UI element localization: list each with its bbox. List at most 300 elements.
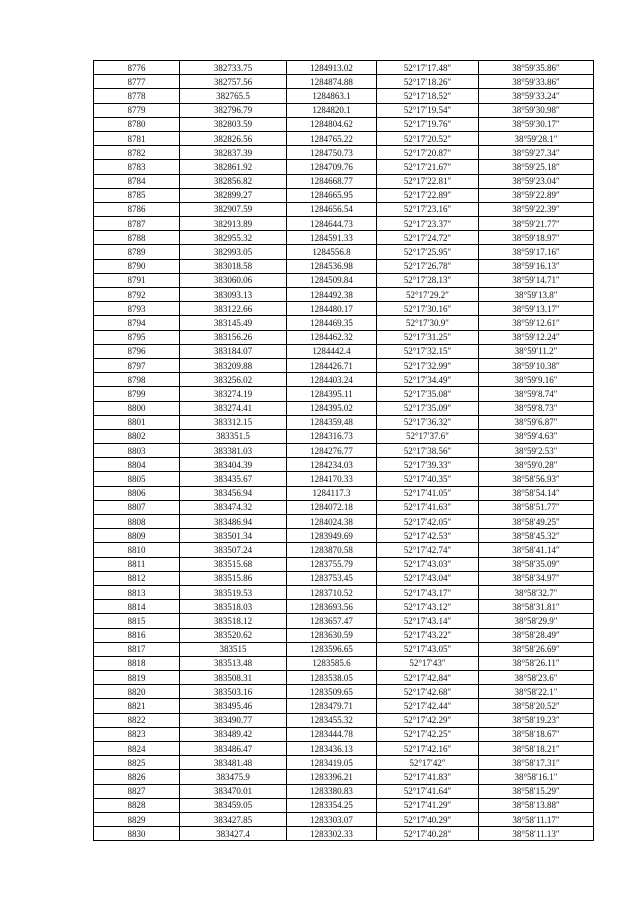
table-row (94, 614, 594, 628)
latitude-cell: 52°17′18.26″ (377, 75, 479, 89)
longitude-cell: 38°58′23.6″ (479, 671, 594, 685)
table-row (94, 713, 594, 727)
y-coordinate-cell: 1284469.35 (287, 316, 377, 330)
longitude-cell: 38°59′8.74″ (479, 387, 594, 401)
table-row (94, 827, 594, 841)
table-row (94, 259, 594, 273)
latitude-cell: 52°17′43″ (377, 656, 479, 670)
point-number-cell: 8828 (94, 798, 180, 812)
longitude-cell: 38°58′17.31″ (479, 756, 594, 770)
y-coordinate-cell: 1284536.98 (287, 259, 377, 273)
longitude-cell: 38°59′33.86″ (479, 75, 594, 89)
x-coordinate-cell: 382993.05 (180, 245, 287, 259)
x-coordinate-cell: 383515.86 (180, 571, 287, 585)
longitude-cell: 38°59′8.73″ (479, 401, 594, 415)
x-coordinate-cell: 383184.07 (180, 344, 287, 358)
longitude-cell: 38°58′22.1″ (479, 685, 594, 699)
x-coordinate-cell: 383519.53 (180, 585, 287, 599)
longitude-cell: 38°58′13.88″ (479, 798, 594, 812)
table-row (94, 529, 594, 543)
x-coordinate-cell: 383495.46 (180, 699, 287, 713)
y-coordinate-cell: 1283949.69 (287, 529, 377, 543)
x-coordinate-cell: 382913.89 (180, 217, 287, 231)
latitude-cell: 52°17′43.14″ (377, 614, 479, 628)
x-coordinate-cell: 383274.41 (180, 401, 287, 415)
table-row (94, 685, 594, 699)
y-coordinate-cell: 1284480.17 (287, 302, 377, 316)
coordinate-table (93, 60, 594, 841)
longitude-cell: 38°58′56.93″ (479, 472, 594, 486)
y-coordinate-cell: 1283657.47 (287, 614, 377, 628)
longitude-cell: 38°59′12.24″ (479, 330, 594, 344)
latitude-cell: 52°17′41.29″ (377, 798, 479, 812)
latitude-cell: 52°17′34.49″ (377, 373, 479, 387)
y-coordinate-cell: 1283509.65 (287, 685, 377, 699)
x-coordinate-cell: 383435.67 (180, 472, 287, 486)
latitude-cell: 52°17′42″ (377, 756, 479, 770)
latitude-cell: 52°17′41.64″ (377, 784, 479, 798)
point-number-cell: 8819 (94, 671, 180, 685)
x-coordinate-cell: 383427.4 (180, 827, 287, 841)
x-coordinate-cell: 383481.48 (180, 756, 287, 770)
longitude-cell: 38°58′54.14″ (479, 486, 594, 500)
latitude-cell: 52°17′26.78″ (377, 259, 479, 273)
point-number-cell: 8812 (94, 571, 180, 585)
table-row (94, 472, 594, 486)
table-row (94, 358, 594, 372)
point-number-cell: 8792 (94, 288, 180, 302)
x-coordinate-cell: 383018.58 (180, 259, 287, 273)
table-row (94, 500, 594, 514)
latitude-cell: 52°17′43.12″ (377, 600, 479, 614)
point-number-cell: 8780 (94, 117, 180, 131)
y-coordinate-cell: 1283753.45 (287, 571, 377, 585)
longitude-cell: 38°58′19.23″ (479, 713, 594, 727)
point-number-cell: 8800 (94, 401, 180, 415)
x-coordinate-cell: 382837.39 (180, 146, 287, 160)
x-coordinate-cell: 383209.88 (180, 358, 287, 372)
longitude-cell: 38°59′9.16″ (479, 373, 594, 387)
y-coordinate-cell: 1284644.73 (287, 217, 377, 231)
latitude-cell: 52°17′39.33″ (377, 458, 479, 472)
x-coordinate-cell: 383060.06 (180, 273, 287, 287)
x-coordinate-cell: 382765.5 (180, 89, 287, 103)
table-row (94, 798, 594, 812)
x-coordinate-cell: 383459.05 (180, 798, 287, 812)
y-coordinate-cell: 1284913.02 (287, 61, 377, 75)
y-coordinate-cell: 1284117.3 (287, 486, 377, 500)
latitude-cell: 52°17′43.17″ (377, 585, 479, 599)
longitude-cell: 38°59′30.98″ (479, 103, 594, 117)
y-coordinate-cell: 1284234.03 (287, 458, 377, 472)
y-coordinate-cell: 1283585.6 (287, 656, 377, 670)
longitude-cell: 38°58′16.1″ (479, 770, 594, 784)
table-row (94, 458, 594, 472)
latitude-cell: 52°17′21.67″ (377, 160, 479, 174)
table-row (94, 415, 594, 429)
y-coordinate-cell: 1284656.54 (287, 202, 377, 216)
table-row (94, 288, 594, 302)
x-coordinate-cell: 383515.68 (180, 557, 287, 571)
point-number-cell: 8779 (94, 103, 180, 117)
x-coordinate-cell: 383256.02 (180, 373, 287, 387)
table-row (94, 174, 594, 188)
point-number-cell: 8808 (94, 515, 180, 529)
x-coordinate-cell: 382955.32 (180, 231, 287, 245)
y-coordinate-cell: 1284316.73 (287, 429, 377, 443)
y-coordinate-cell: 1284492.38 (287, 288, 377, 302)
point-number-cell: 8802 (94, 429, 180, 443)
x-coordinate-cell: 383507.24 (180, 543, 287, 557)
latitude-cell: 52°17′30.16″ (377, 302, 479, 316)
point-number-cell: 8822 (94, 713, 180, 727)
y-coordinate-cell: 1284750.73 (287, 146, 377, 160)
point-number-cell: 8790 (94, 259, 180, 273)
longitude-cell: 38°58′18.21″ (479, 742, 594, 756)
x-coordinate-cell: 383508.31 (180, 671, 287, 685)
x-coordinate-cell: 383486.47 (180, 742, 287, 756)
table-row (94, 61, 594, 75)
table-row (94, 273, 594, 287)
x-coordinate-cell: 382899.27 (180, 188, 287, 202)
table-row (94, 401, 594, 415)
y-coordinate-cell: 1284072.18 (287, 500, 377, 514)
latitude-cell: 52°17′29.2″ (377, 288, 479, 302)
x-coordinate-cell: 383518.12 (180, 614, 287, 628)
table-row (94, 75, 594, 89)
point-number-cell: 8825 (94, 756, 180, 770)
latitude-cell: 52°17′42.25″ (377, 727, 479, 741)
table-row (94, 188, 594, 202)
longitude-cell: 38°59′33.24″ (479, 89, 594, 103)
longitude-cell: 38°59′16.13″ (479, 259, 594, 273)
y-coordinate-cell: 1284591.33 (287, 231, 377, 245)
longitude-cell: 38°58′35.09″ (479, 557, 594, 571)
point-number-cell: 8829 (94, 812, 180, 826)
x-coordinate-cell: 383503.16 (180, 685, 287, 699)
x-coordinate-cell: 383490.77 (180, 713, 287, 727)
y-coordinate-cell: 1284024.38 (287, 515, 377, 529)
longitude-cell: 38°59′23.04″ (479, 174, 594, 188)
table-row (94, 387, 594, 401)
x-coordinate-cell: 383145.49 (180, 316, 287, 330)
x-coordinate-cell: 383470.01 (180, 784, 287, 798)
point-number-cell: 8823 (94, 727, 180, 741)
point-number-cell: 8805 (94, 472, 180, 486)
latitude-cell: 52°17′31.25″ (377, 330, 479, 344)
table-row (94, 373, 594, 387)
latitude-cell: 52°17′42.44″ (377, 699, 479, 713)
latitude-cell: 52°17′43.22″ (377, 628, 479, 642)
latitude-cell: 52°17′18.52″ (377, 89, 479, 103)
table-row (94, 557, 594, 571)
point-number-cell: 8793 (94, 302, 180, 316)
longitude-cell: 38°58′49.25″ (479, 515, 594, 529)
y-coordinate-cell: 1283380.83 (287, 784, 377, 798)
latitude-cell: 52°17′43.04″ (377, 571, 479, 585)
point-number-cell: 8807 (94, 500, 180, 514)
longitude-cell: 38°59′25.18″ (479, 160, 594, 174)
table-row (94, 742, 594, 756)
longitude-cell: 38°59′21.77″ (479, 217, 594, 231)
y-coordinate-cell: 1284462.32 (287, 330, 377, 344)
point-number-cell: 8818 (94, 656, 180, 670)
latitude-cell: 52°17′42.53″ (377, 529, 479, 543)
point-number-cell: 8784 (94, 174, 180, 188)
y-coordinate-cell: 1283755.79 (287, 557, 377, 571)
longitude-cell: 38°58′11.13″ (479, 827, 594, 841)
x-coordinate-cell: 383122.66 (180, 302, 287, 316)
point-number-cell: 8788 (94, 231, 180, 245)
longitude-cell: 38°58′26.69″ (479, 642, 594, 656)
point-number-cell: 8809 (94, 529, 180, 543)
x-coordinate-cell: 383513.48 (180, 656, 287, 670)
table-row (94, 344, 594, 358)
latitude-cell: 52°17′38.56″ (377, 444, 479, 458)
point-number-cell: 8799 (94, 387, 180, 401)
y-coordinate-cell: 1284820.1 (287, 103, 377, 117)
latitude-cell: 52°17′42.16″ (377, 742, 479, 756)
table-row (94, 231, 594, 245)
latitude-cell: 52°17′22.81″ (377, 174, 479, 188)
x-coordinate-cell: 383156.26 (180, 330, 287, 344)
point-number-cell: 8794 (94, 316, 180, 330)
table-row (94, 727, 594, 741)
y-coordinate-cell: 1283419.05 (287, 756, 377, 770)
latitude-cell: 52°17′32.15″ (377, 344, 479, 358)
x-coordinate-cell: 382796.79 (180, 103, 287, 117)
longitude-cell: 38°58′41.14″ (479, 543, 594, 557)
latitude-cell: 52°17′42.05″ (377, 515, 479, 529)
table-row (94, 245, 594, 259)
y-coordinate-cell: 1283444.78 (287, 727, 377, 741)
x-coordinate-cell: 383520.62 (180, 628, 287, 642)
y-coordinate-cell: 1284665.95 (287, 188, 377, 202)
latitude-cell: 52°17′19.76″ (377, 117, 479, 131)
longitude-cell: 38°59′14.71″ (479, 273, 594, 287)
latitude-cell: 52°17′24.72″ (377, 231, 479, 245)
x-coordinate-cell: 383093.13 (180, 288, 287, 302)
longitude-cell: 38°59′22.39″ (479, 202, 594, 216)
point-number-cell: 8820 (94, 685, 180, 699)
table-row (94, 671, 594, 685)
table-row (94, 131, 594, 145)
point-number-cell: 8777 (94, 75, 180, 89)
latitude-cell: 52°17′42.74″ (377, 543, 479, 557)
longitude-cell: 38°59′18.97″ (479, 231, 594, 245)
table-row (94, 103, 594, 117)
longitude-cell: 38°58′28.49″ (479, 628, 594, 642)
table-row (94, 756, 594, 770)
longitude-cell: 38°59′17.16″ (479, 245, 594, 259)
longitude-cell: 38°59′2.53″ (479, 444, 594, 458)
table-row (94, 202, 594, 216)
table-row (94, 486, 594, 500)
y-coordinate-cell: 1283710.52 (287, 585, 377, 599)
x-coordinate-cell: 383475.9 (180, 770, 287, 784)
x-coordinate-cell: 382907.59 (180, 202, 287, 216)
point-number-cell: 8810 (94, 543, 180, 557)
y-coordinate-cell: 1284403.24 (287, 373, 377, 387)
longitude-cell: 38°59′22.89″ (479, 188, 594, 202)
longitude-cell: 38°58′31.81″ (479, 600, 594, 614)
point-number-cell: 8803 (94, 444, 180, 458)
y-coordinate-cell: 1283479.71 (287, 699, 377, 713)
x-coordinate-cell: 383474.32 (180, 500, 287, 514)
latitude-cell: 52°17′42.68″ (377, 685, 479, 699)
latitude-cell: 52°17′41.63″ (377, 500, 479, 514)
longitude-cell: 38°59′0.28″ (479, 458, 594, 472)
latitude-cell: 52°17′19.54″ (377, 103, 479, 117)
y-coordinate-cell: 1283693.56 (287, 600, 377, 614)
point-number-cell: 8795 (94, 330, 180, 344)
x-coordinate-cell: 383351.5 (180, 429, 287, 443)
x-coordinate-cell: 383456.94 (180, 486, 287, 500)
y-coordinate-cell: 1283538.05 (287, 671, 377, 685)
longitude-cell: 38°58′11.17″ (479, 812, 594, 826)
point-number-cell: 8817 (94, 642, 180, 656)
latitude-cell: 52°17′20.87″ (377, 146, 479, 160)
longitude-cell: 38°59′6.87″ (479, 415, 594, 429)
y-coordinate-cell: 1284442.4 (287, 344, 377, 358)
y-coordinate-cell: 1283302.33 (287, 827, 377, 841)
longitude-cell: 38°59′4.63″ (479, 429, 594, 443)
point-number-cell: 8827 (94, 784, 180, 798)
point-number-cell: 8821 (94, 699, 180, 713)
table-row (94, 89, 594, 103)
y-coordinate-cell: 1284874.88 (287, 75, 377, 89)
point-number-cell: 8781 (94, 131, 180, 145)
longitude-cell: 38°58′34.97″ (479, 571, 594, 585)
table-row (94, 146, 594, 160)
point-number-cell: 8797 (94, 358, 180, 372)
x-coordinate-cell: 383515 (180, 642, 287, 656)
x-coordinate-cell: 383274.19 (180, 387, 287, 401)
x-coordinate-cell: 382861.92 (180, 160, 287, 174)
table-row (94, 812, 594, 826)
latitude-cell: 52°17′41.05″ (377, 486, 479, 500)
longitude-cell: 38°58′20.52″ (479, 699, 594, 713)
x-coordinate-cell: 383404.39 (180, 458, 287, 472)
point-number-cell: 8789 (94, 245, 180, 259)
x-coordinate-cell: 382803.59 (180, 117, 287, 131)
table-row (94, 515, 594, 529)
latitude-cell: 52°17′40.35″ (377, 472, 479, 486)
y-coordinate-cell: 1284668.77 (287, 174, 377, 188)
latitude-cell: 52°17′36.32″ (377, 415, 479, 429)
table-row (94, 316, 594, 330)
y-coordinate-cell: 1284395.02 (287, 401, 377, 415)
longitude-cell: 38°58′32.7″ (479, 585, 594, 599)
x-coordinate-cell: 383312.15 (180, 415, 287, 429)
table-row (94, 302, 594, 316)
y-coordinate-cell: 1284863.1 (287, 89, 377, 103)
y-coordinate-cell: 1283396.21 (287, 770, 377, 784)
point-number-cell: 8796 (94, 344, 180, 358)
latitude-cell: 52°17′32.99″ (377, 358, 479, 372)
point-number-cell: 8798 (94, 373, 180, 387)
longitude-cell: 38°59′27.34″ (479, 146, 594, 160)
table-row (94, 585, 594, 599)
point-number-cell: 8816 (94, 628, 180, 642)
y-coordinate-cell: 1283455.32 (287, 713, 377, 727)
x-coordinate-cell: 383489.42 (180, 727, 287, 741)
latitude-cell: 52°17′30.9″ (377, 316, 479, 330)
y-coordinate-cell: 1283436.13 (287, 742, 377, 756)
latitude-cell: 52°17′43.03″ (377, 557, 479, 571)
longitude-cell: 38°59′35.86″ (479, 61, 594, 75)
longitude-cell: 38°59′28.1″ (479, 131, 594, 145)
longitude-cell: 38°59′30.17″ (479, 117, 594, 131)
table-row (94, 628, 594, 642)
latitude-cell: 52°17′20.52″ (377, 131, 479, 145)
y-coordinate-cell: 1284765.22 (287, 131, 377, 145)
longitude-cell: 38°59′11.2″ (479, 344, 594, 358)
y-coordinate-cell: 1283303.07 (287, 812, 377, 826)
table-row (94, 600, 594, 614)
table-row (94, 784, 594, 798)
latitude-cell: 52°17′35.09″ (377, 401, 479, 415)
y-coordinate-cell: 1284276.77 (287, 444, 377, 458)
y-coordinate-cell: 1284170.33 (287, 472, 377, 486)
longitude-cell: 38°59′10.38″ (479, 358, 594, 372)
y-coordinate-cell: 1283870.58 (287, 543, 377, 557)
y-coordinate-cell: 1283630.59 (287, 628, 377, 642)
longitude-cell: 38°59′12.61″ (479, 316, 594, 330)
y-coordinate-cell: 1284509.84 (287, 273, 377, 287)
longitude-cell: 38°59′13.17″ (479, 302, 594, 316)
point-number-cell: 8811 (94, 557, 180, 571)
table-row (94, 543, 594, 557)
longitude-cell: 38°58′51.77″ (479, 500, 594, 514)
point-number-cell: 8782 (94, 146, 180, 160)
latitude-cell: 52°17′43.05″ (377, 642, 479, 656)
table-row (94, 117, 594, 131)
table-row (94, 699, 594, 713)
point-number-cell: 8813 (94, 585, 180, 599)
longitude-cell: 38°58′26.11″ (479, 656, 594, 670)
point-number-cell: 8787 (94, 217, 180, 231)
y-coordinate-cell: 1283354.25 (287, 798, 377, 812)
latitude-cell: 52°17′23.16″ (377, 202, 479, 216)
longitude-cell: 38°58′45.32″ (479, 529, 594, 543)
latitude-cell: 52°17′35.08″ (377, 387, 479, 401)
table-row (94, 330, 594, 344)
x-coordinate-cell: 382733.75 (180, 61, 287, 75)
y-coordinate-cell: 1284395.11 (287, 387, 377, 401)
x-coordinate-cell: 383427.85 (180, 812, 287, 826)
y-coordinate-cell: 1284359.48 (287, 415, 377, 429)
table-row (94, 642, 594, 656)
point-number-cell: 8791 (94, 273, 180, 287)
point-number-cell: 8778 (94, 89, 180, 103)
y-coordinate-cell: 1284804.62 (287, 117, 377, 131)
latitude-cell: 52°17′41.83″ (377, 770, 479, 784)
table-row (94, 429, 594, 443)
latitude-cell: 52°17′40.28″ (377, 827, 479, 841)
latitude-cell: 52°17′17.48″ (377, 61, 479, 75)
point-number-cell: 8783 (94, 160, 180, 174)
y-coordinate-cell: 1284556.8 (287, 245, 377, 259)
table-row (94, 571, 594, 585)
y-coordinate-cell: 1284426.71 (287, 358, 377, 372)
x-coordinate-cell: 383486.94 (180, 515, 287, 529)
latitude-cell: 52°17′23.37″ (377, 217, 479, 231)
longitude-cell: 38°58′18.67″ (479, 727, 594, 741)
point-number-cell: 8830 (94, 827, 180, 841)
table-row (94, 217, 594, 231)
table-row (94, 770, 594, 784)
